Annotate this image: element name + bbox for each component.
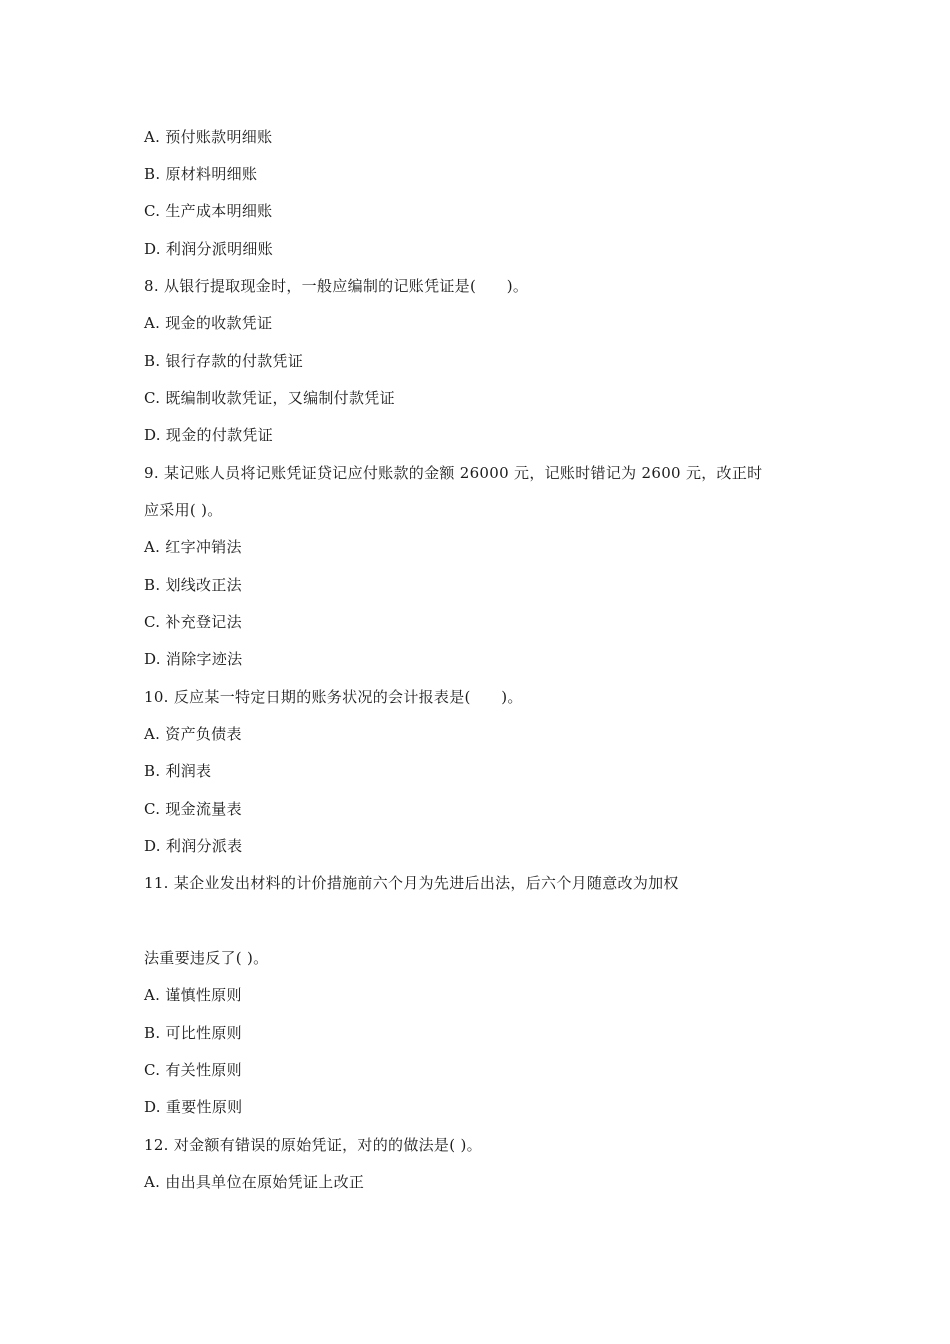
option-b-q11: B. 可比性原则 (144, 1024, 242, 1042)
option-a-q8: A. 现金的收款凭证 (144, 314, 273, 332)
option-a-q11: A. 谨慎性原则 (144, 986, 242, 1004)
question-9: 9. 某记账人员将记账凭证贷记应付账款的金额 26000 元，记账时错记为 2600 元，改正时 (144, 464, 763, 482)
option-a-q10: A. 资产负债表 (144, 725, 242, 743)
option-d-q10: D. 利润分派表 (144, 837, 243, 855)
option-b-q7: B. 原材料明细账 (144, 165, 258, 183)
option-c-q9: C. 补充登记法 (144, 613, 242, 631)
option-c-q8: C. 既编制收款凭证，又编制付款凭证 (144, 389, 395, 407)
option-d-q8: D. 现金的付款凭证 (144, 426, 274, 444)
option-c-q10: C. 现金流量表 (144, 800, 242, 818)
option-a-q7: A. 预付账款明细账 (144, 128, 273, 146)
option-a-q9: A. 红字冲销法 (144, 538, 242, 556)
option-a-q12: A. 由出具单位在原始凭证上改正 (144, 1173, 365, 1191)
question-10: 10. 反应某一特定日期的账务状况的会计报表是( )。 (144, 688, 523, 706)
option-d-q9: D. 消除字迹法 (144, 650, 243, 668)
option-b-q10: B. 利润表 (144, 762, 212, 780)
option-d-q7: D. 利润分派明细账 (144, 240, 274, 258)
question-11: 11. 某企业发出材料的计价措施前六个月为先进后出法，后六个月随意改为加权 (144, 874, 679, 892)
option-c-q7: C. 生产成本明细账 (144, 202, 273, 220)
option-c-q11: C. 有关性原则 (144, 1061, 242, 1079)
question-11-continued: 法重要违反了( )。 (144, 949, 269, 967)
question-12: 12. 对金额有错误的原始凭证，对的的做法是( )。 (144, 1136, 482, 1154)
question-9-continued: 应采用( )。 (144, 501, 223, 519)
question-8: 8. 从银行提取现金时，一般应编制的记账凭证是( )。 (144, 277, 529, 295)
option-b-q8: B. 银行存款的付款凭证 (144, 352, 304, 370)
option-d-q11: D. 重要性原则 (144, 1098, 243, 1116)
option-b-q9: B. 划线改正法 (144, 576, 242, 594)
